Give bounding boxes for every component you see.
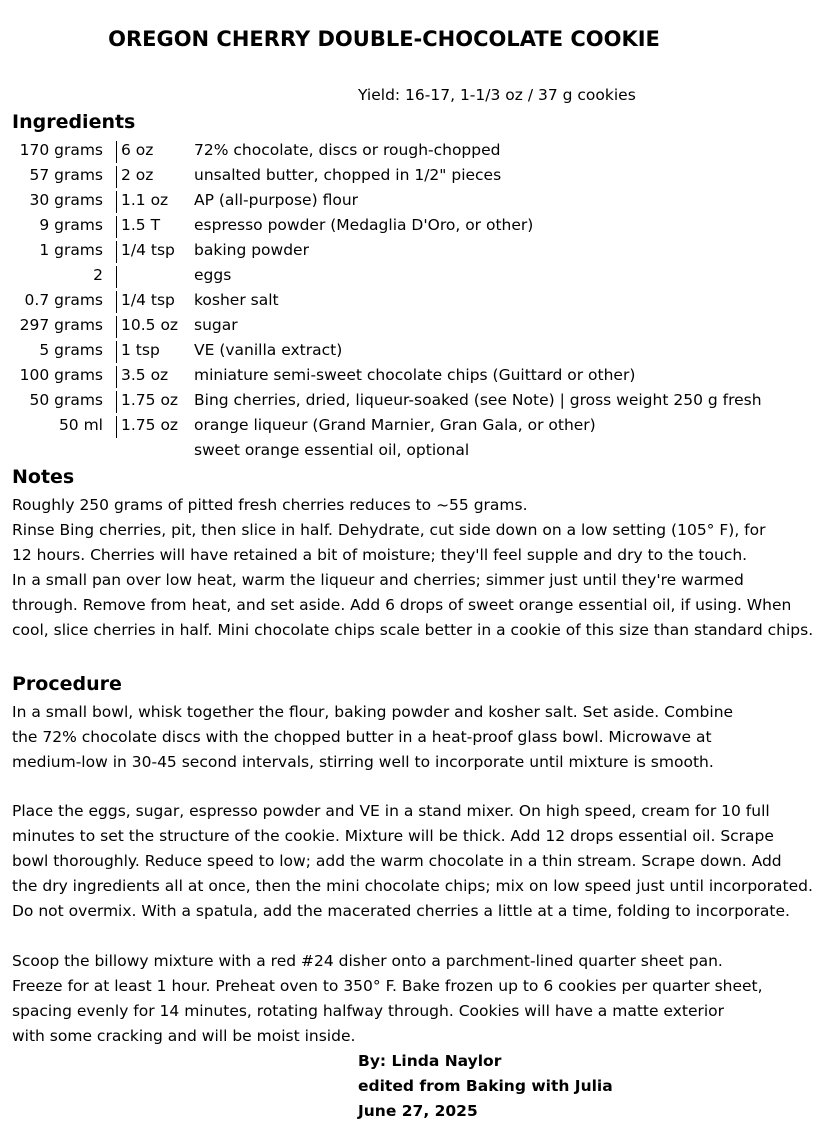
ingredient-metric: 100 grams [19, 366, 103, 384]
column-divider [116, 366, 117, 388]
ingredient-metric: 170 grams [19, 141, 103, 159]
text-line: In a small pan over low heat, warm the liqueur and cherries; simmer just until they're warmed [12, 571, 744, 589]
ingredient-imperial: 10.5 oz [121, 316, 179, 334]
column-divider [116, 241, 117, 263]
text-line: with some cracking and will be moist inside. [12, 1027, 356, 1045]
procedure-paragraph-3 [12, 949, 807, 1049]
ingredient-metric: 0.7 grams [24, 291, 103, 309]
ingredients-table [0, 138, 816, 463]
ingredient-imperial: 1.5 T [121, 216, 161, 234]
procedure-paragraph-2 [12, 799, 813, 924]
ingredient-row [0, 288, 816, 313]
ingredient-imperial: 1 tsp [121, 341, 160, 359]
text-line: Scoop the billowy mixture with a red #24 disher onto a parchment-lined quarter sheet pan. [12, 952, 723, 970]
column-divider [116, 341, 117, 363]
ingredient-description: sugar [194, 316, 238, 334]
ingredient-metric: 1 grams [39, 241, 103, 259]
ingredient-description: kosher salt [194, 291, 279, 309]
credits-source: edited from Baking with Julia [358, 1077, 613, 1095]
text-line: through. Remove from heat, and set aside. Add 6 drops of sweet orange essential oil, if using. When [12, 596, 792, 614]
ingredient-imperial: 3.5 oz [121, 366, 169, 384]
credits-author: By: Linda Naylor [358, 1052, 502, 1070]
ingredient-imperial: 2 oz [121, 166, 154, 184]
ingredient-row [0, 138, 816, 163]
ingredient-description: miniature semi-sweet chocolate chips (Guittard or other) [194, 366, 636, 384]
ingredient-row [0, 213, 816, 238]
ingredient-metric: 50 ml [58, 416, 103, 434]
credits-date: June 27, 2025 [358, 1102, 478, 1120]
ingredients-heading: Ingredients [12, 111, 136, 133]
column-divider [116, 216, 117, 238]
text-line: Roughly 250 grams of pitted fresh cherries reduces to ~55 grams. [12, 496, 528, 514]
ingredient-description: 72% chocolate, discs or rough-chopped [194, 141, 501, 159]
column-divider [116, 291, 117, 313]
recipe-title: OREGON CHERRY DOUBLE-CHOCOLATE COOKIE [108, 27, 660, 51]
procedure-paragraph-1 [12, 700, 807, 775]
ingredient-metric: 2 [93, 266, 103, 284]
column-divider [116, 141, 117, 163]
ingredient-imperial: 6 oz [121, 141, 154, 159]
ingredient-metric: 9 grams [39, 216, 103, 234]
ingredient-description: Bing cherries, dried, liqueur-soaked (see Note) | gross weight 250 g fresh [194, 391, 762, 409]
ingredient-metric: 57 grams [29, 166, 103, 184]
ingredient-row [0, 338, 816, 363]
ingredient-imperial: 1/4 tsp [121, 241, 175, 259]
ingredient-description: VE (vanilla extract) [194, 341, 343, 359]
ingredient-row [0, 363, 816, 388]
ingredient-row [0, 188, 816, 213]
text-line: spacing evenly for 14 minutes, rotating halfway through. Cookies will have a matte exterior [12, 1002, 725, 1020]
ingredient-description: sweet orange essential oil, optional [194, 441, 470, 459]
text-line: bowl thoroughly. Reduce speed to low; add the warm chocolate in a thin stream. Scrape down. Add [12, 852, 782, 870]
ingredient-row [0, 413, 816, 438]
recipe-yield: Yield: 16-17, 1-1/3 oz / 37 g cookies [358, 86, 636, 104]
ingredient-imperial: 1.75 oz [121, 416, 179, 434]
column-divider [116, 166, 117, 188]
ingredient-row [0, 238, 816, 263]
text-line: medium-low in 30-45 second intervals, stirring well to incorporate until mixture is smooth. [12, 753, 714, 771]
text-line: the 72% chocolate discs with the chopped butter in a heat-proof glass bowl. Microwave at [12, 728, 712, 746]
text-line: Do not overmix. With a spatula, add the macerated cherries a little at a time, folding to incorporate. [12, 902, 790, 920]
text-line: 12 hours. Cherries will have retained a bit of moisture; they'll feel supple and dry to the touch. [12, 546, 748, 564]
text-line: In a small bowl, whisk together the flour, baking powder and kosher salt. Set aside. Combine [12, 703, 734, 721]
ingredient-description: espresso powder (Medaglia D'Oro, or other) [194, 216, 534, 234]
text-line: minutes to set the structure of the cookie. Mixture will be thick. Add 12 drops essential oil. Scrape [12, 827, 774, 845]
procedure-heading: Procedure [12, 673, 122, 695]
ingredient-imperial: 1/4 tsp [121, 291, 175, 309]
ingredient-row [0, 163, 816, 188]
ingredient-row [0, 388, 816, 413]
ingredient-description: unsalted butter, chopped in 1/2" pieces [194, 166, 502, 184]
ingredient-metric: 50 grams [29, 391, 103, 409]
column-divider [116, 266, 117, 288]
ingredient-metric: 30 grams [29, 191, 103, 209]
ingredient-row [0, 438, 816, 463]
text-line: the dry ingredients all at once, then the mini chocolate chips; mix on low speed just until incorporated. [12, 877, 813, 895]
ingredient-description: AP (all-purpose) flour [194, 191, 359, 209]
text-line: Rinse Bing cherries, pit, then slice in half. Dehydrate, cut side down on a low setting (105° F), for [12, 521, 766, 539]
ingredient-description: orange liqueur (Grand Marnier, Gran Gala, or other) [194, 416, 596, 434]
text-line: cool, slice cherries in half. Mini chocolate chips scale better in a cookie of this size than standard chips. [12, 621, 814, 639]
ingredient-row [0, 263, 816, 288]
credits-block [358, 1049, 613, 1124]
ingredient-description: eggs [194, 266, 232, 284]
column-divider [116, 191, 117, 213]
text-line: Place the eggs, sugar, espresso powder and VE in a stand mixer. On high speed, cream for 10 full [12, 802, 770, 820]
ingredient-metric: 5 grams [39, 341, 103, 359]
ingredient-imperial: 1.1 oz [121, 191, 169, 209]
ingredient-imperial: 1.75 oz [121, 391, 179, 409]
text-line: Freeze for at least 1 hour. Preheat oven to 350° F. Bake frozen up to 6 cookies per quarter sheet, [12, 977, 763, 995]
notes-heading: Notes [12, 466, 75, 488]
column-divider [116, 391, 117, 413]
notes-paragraph [12, 493, 814, 643]
column-divider [116, 416, 117, 438]
column-divider [116, 316, 117, 338]
ingredient-description: baking powder [194, 241, 309, 259]
ingredient-row [0, 313, 816, 338]
ingredient-metric: 297 grams [19, 316, 103, 334]
